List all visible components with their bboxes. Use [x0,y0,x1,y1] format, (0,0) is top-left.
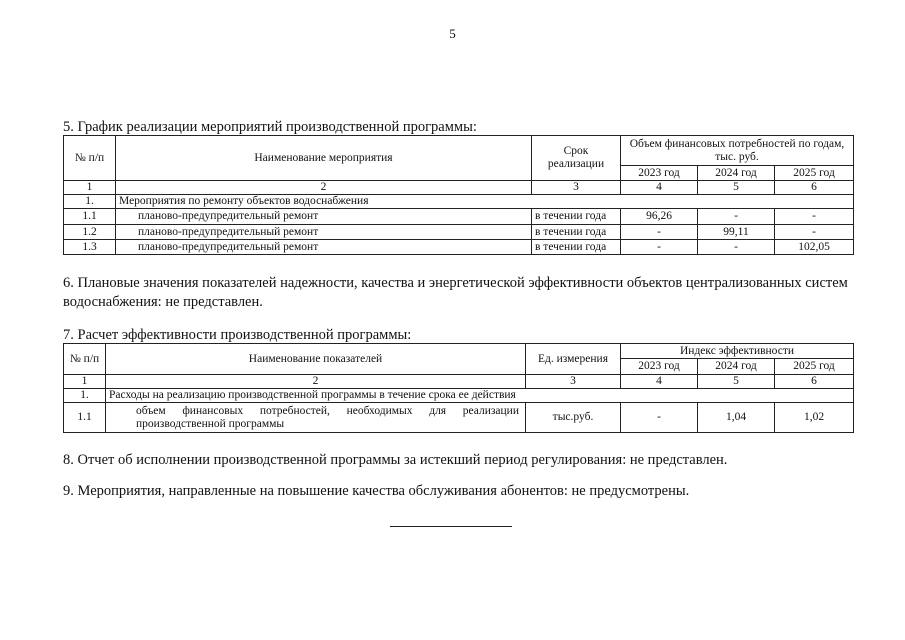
row-2024: 99,11 [698,225,775,240]
table-row [64,225,854,240]
row-name: планово-предупредительный ремонт [116,240,532,255]
row-name: планово-предупредительный ремонт [116,225,532,240]
col-number: 4 [621,181,698,195]
row-num: 1.1 [64,209,116,225]
section-9-text: 9. Мероприятия, направленные на повышение качества обслуживания абонентов: не предусмотрены. [63,483,690,499]
row-num: 1.2 [64,225,116,240]
row-unit: тыс.руб. [526,403,621,433]
header-year-2023: 2023 год [621,166,698,181]
row-2023: - [621,240,698,255]
section-8-text: 8. Отчет об исполнении производственной программы за истекший период регулирования: не представлен. [63,452,728,468]
header-unit: Ед. измерения [526,344,621,375]
col-number: 5 [698,375,775,389]
page-number: 5 [449,26,456,41]
row-name: объем финансовых потребностей, необходимых для реализации производственной программы [106,403,526,433]
group-num: 1. [64,195,116,209]
column-numbers-row [64,375,854,389]
row-num: 1.1 [64,403,106,433]
row-2023: - [621,225,698,240]
section-7-heading: 7. Расчет эффективности производственной программы: [63,327,412,343]
col-number: 1 [64,181,116,195]
col-number: 5 [698,181,775,195]
table-row [64,403,854,433]
row-2025: 1,02 [775,403,854,433]
schedule-table [63,135,854,255]
row-2025: - [775,225,854,240]
col-number: 3 [532,181,621,195]
header-year-2025: 2025 год [775,359,854,375]
col-number: 6 [775,181,854,195]
column-numbers-row [64,181,854,195]
col-number: 6 [775,375,854,389]
row-num: 1.3 [64,240,116,255]
header-term: Срок реализации [532,136,621,181]
header-indicator-name: Наименование показателей [106,344,526,375]
row-2024: - [698,209,775,225]
row-2023: 96,26 [621,209,698,225]
col-number: 3 [526,375,621,389]
col-number: 2 [106,375,526,389]
table-row [64,240,854,255]
closing-rule [390,526,512,527]
section-6-text: 6. Плановые значения показателей надежности, качества и энергетической эффективности объектов централизованных систем водоснабжения: не представлен. [63,275,848,310]
efficiency-table [63,343,854,433]
section-5-heading: 5. График реализации мероприятий производственной программы: [63,119,477,135]
row-term: в течении года [532,240,621,255]
col-number: 4 [621,375,698,389]
group-num: 1. [64,389,106,403]
col-number: 1 [64,375,106,389]
group-row [64,389,854,403]
row-name: планово-предупредительный ремонт [116,209,532,225]
row-term: в течении года [532,225,621,240]
group-title: Мероприятия по ремонту объектов водоснабжения [116,195,854,209]
header-year-2024: 2024 год [698,359,775,375]
group-row [64,195,854,209]
header-year-2025: 2025 год [775,166,854,181]
row-term: в течении года [532,209,621,225]
row-2024: 1,04 [698,403,775,433]
row-2025: 102,05 [775,240,854,255]
header-year-2024: 2024 год [698,166,775,181]
table-row [64,209,854,225]
row-2024: - [698,240,775,255]
header-efficiency-index: Индекс эффективности [621,344,854,359]
header-activity-name: Наименование мероприятия [116,136,532,181]
group-title: Расходы на реализацию производственной программы в течение срока ее действия [106,389,854,403]
header-num: № п/п [64,344,106,375]
row-2023: - [621,403,698,433]
header-year-2023: 2023 год [621,359,698,375]
col-number: 2 [116,181,532,195]
header-num: № п/п [64,136,116,181]
header-financial-needs: Объем финансовых потребностей по годам, тыс. руб. [621,136,854,166]
row-2025: - [775,209,854,225]
